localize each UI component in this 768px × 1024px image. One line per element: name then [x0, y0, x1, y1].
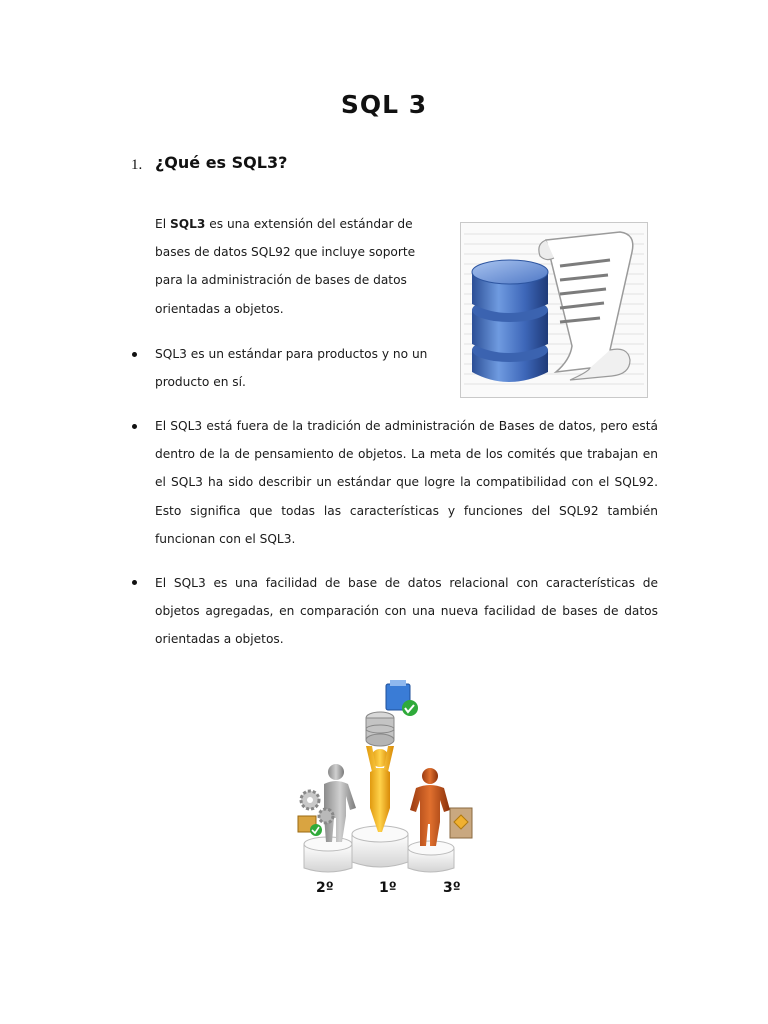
bullet-2-text: El SQL3 está fuera de la tradición de administración de Bases de datos, pero está dentro de la de pensamiento de objetos. La meta de los comités que trabajan en el SQL3 ha sido describir un estándar que logre la compatibilidad con el SQL92. Esto significa que todas las características y funciones del SQL92 también funcionan con el SQL3.	[155, 419, 658, 546]
third-place-figure	[410, 768, 450, 846]
database-document-illustration	[460, 222, 648, 398]
bullet-marker	[132, 424, 137, 429]
page-title: SQL 3	[340, 90, 428, 119]
first-place-figure	[366, 712, 394, 832]
bullet-1-text: SQL3 es un estándar para productos y no un producto en sí.	[155, 347, 428, 390]
question-heading: ¿Qué es SQL3?	[155, 153, 288, 172]
intro-bold-term: SQL3	[169, 217, 206, 231]
intro-line-3: para la administración de bases de datos	[155, 273, 407, 288]
bullet-3-text: El SQL3 es una facilidad de base de datos relacional con características de objetos agregadas, en comparación con una nueva facilidad de bases de datos orientadas a objetos.	[155, 576, 658, 647]
intro-line-4: orientadas a objetos.	[155, 301, 284, 316]
package-icon	[450, 808, 472, 838]
podium-label-second: 2º	[316, 880, 334, 896]
podium-illustration	[290, 676, 480, 876]
podium-label-third: 3º	[443, 880, 461, 896]
question-number: 1.	[131, 157, 143, 173]
podium-label-first: 1º	[379, 880, 397, 896]
intro-line-2: bases de datos SQL92 que incluye soporte	[155, 245, 416, 260]
database-icon	[472, 260, 548, 382]
intro-paragraph	[155, 210, 455, 323]
bullet-marker	[132, 352, 137, 357]
bullet-marker	[132, 580, 137, 585]
intro-line-1: El SQL3 es una extensión del estándar de	[155, 217, 413, 231]
second-place-figure	[324, 764, 356, 842]
checked-document-icon	[386, 680, 418, 716]
